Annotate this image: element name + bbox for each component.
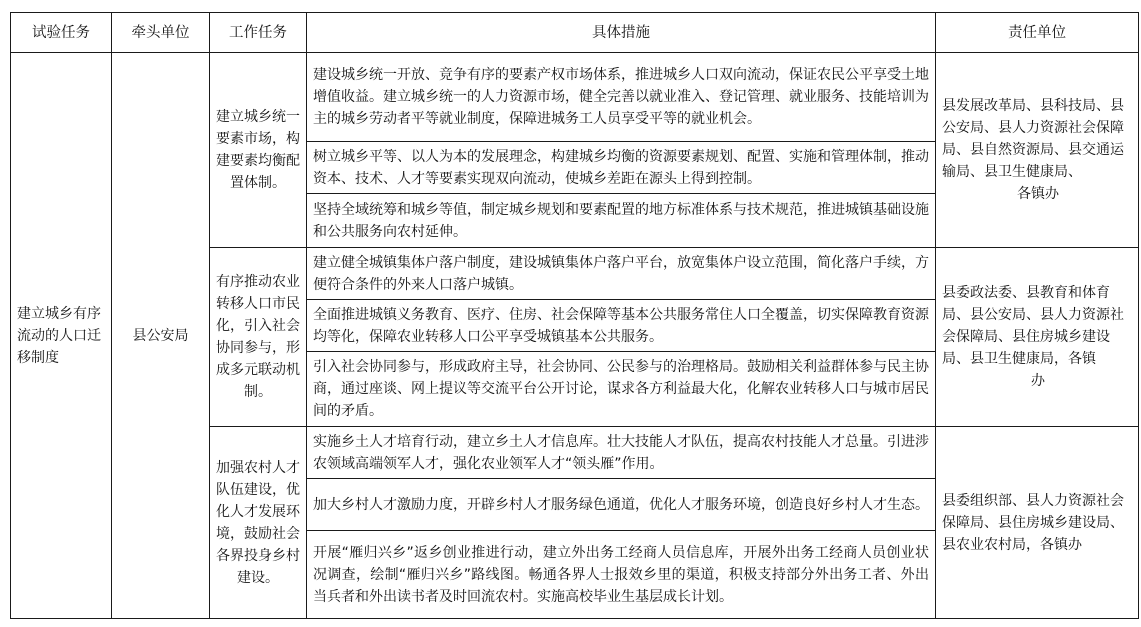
responsible-unit-cell	[936, 53, 1139, 248]
responsible-unit-cell	[936, 427, 1139, 619]
measure-cell: 树立城乡平等、以人为本的发展理念，构建城乡均衡的资源要素规划、配置、实施和管理体制，推动资本、技术、人才等要素实现双向流动，使城乡差距在源头上得到控制。	[307, 142, 936, 194]
measure-cell: 建立健全城镇集体户落户制度，建设城镇集体户落户平台，放宽集体户设立范围，简化落户手续，方便符合条件的外来人口落户城镇。	[307, 248, 936, 300]
measure-cell: 全面推进城镇义务教育、医疗、住房、社会保障等基本公共服务常住人口全覆盖，切实保障教育资源均等化，保障农业转移人口公平享受城镇基本公共服务。	[307, 300, 936, 352]
header-work-task: 工作任务	[210, 13, 307, 53]
header-responsible-unit: 责任单位	[936, 13, 1139, 53]
table-row	[11, 53, 1139, 142]
table-header-row	[11, 13, 1139, 53]
header-task: 试验任务	[11, 13, 112, 53]
header-lead-unit: 牵头单位	[112, 13, 210, 53]
measure-cell: 实施乡土人才培育行动，建立乡土人才信息库。壮大技能人才队伍，提高农村技能人才总量。引进涉农领域高端领军人才，强化农业领军人才“领头雁”作用。	[307, 427, 936, 479]
lead-unit-cell: 县公安局	[112, 53, 210, 619]
header-measures: 具体措施	[307, 13, 936, 53]
work-task-cell: 建立城乡统一要素市场，构建要素均衡配置体制。	[210, 53, 307, 248]
responsible-unit-text: 县委政法委、县教育和体育局、县公安局、县人力资源社会保障局、县住房城乡建设局、县卫生健康局，各镇	[942, 285, 1124, 367]
measure-cell: 引入社会协同参与，形成政府主导，社会协同、公民参与的治理格局。鼓励相关利益群体参与民主协商，通过座谈、网上提议等交流平台公开讨论，谋求各方利益最大化，化解农业转移人口与城市居民间的矛盾。	[307, 352, 936, 427]
measure-cell: 建设城乡统一开放、竞争有序的要素产权市场体系，推进城乡人口双向流动，保证农民公平享受土地增值收益。建立城乡统一的人力资源市场，健全完善以就业准入、登记管理、就业服务、技能培训为主的城乡劳动者平等就业制度，保障进城务工人员享受平等的就业机会。	[307, 53, 936, 142]
responsible-unit-text: 县发展改革局、县科技局、县公安局、县人力资源社会保障局、县自然资源局、县交通运输局、县卫生健康局、	[942, 98, 1124, 180]
pilot-task-table	[10, 12, 1139, 619]
responsible-unit-text-end: 办	[1031, 373, 1045, 389]
measure-cell: 开展“雁归兴乡”返乡创业推进行动，建立外出务工经商人员信息库，开展外出务工经商人员创业状况调查，绘制“雁归兴乡”路线图。畅通各界人士报效乡里的渠道，积极支持部分外出务工者、外出当兵者和外出读书者及时回流农村。实施高校毕业生基层成长计划。	[307, 531, 936, 619]
work-task-cell: 加强农村人才队伍建设，优化人才发展环境，鼓励社会各界投身乡村建设。	[210, 427, 307, 619]
pilot-task-cell: 建立城乡有序流动的人口迁移制度	[11, 53, 112, 619]
measure-cell: 加大乡村人才激励力度，开辟乡村人才服务绿色通道，优化人才服务环境，创造良好乡村人才生态。	[307, 479, 936, 531]
measure-cell: 坚持全域统筹和城乡等值，制定城乡规划和要素配置的地方标准体系与技术规范，推进城镇基础设施和公共服务向农村延伸。	[307, 194, 936, 248]
responsible-unit-cell	[936, 248, 1139, 427]
responsible-unit-text-end: 各镇办	[1017, 186, 1059, 202]
responsible-unit-text: 县委组织部、县人力资源社会保障局、县住房城乡建设局、县农业农村局，各镇办	[942, 492, 1124, 553]
work-task-cell: 有序推动农业转移人口市民化，引入社会协同参与，形成多元联动机制。	[210, 248, 307, 427]
